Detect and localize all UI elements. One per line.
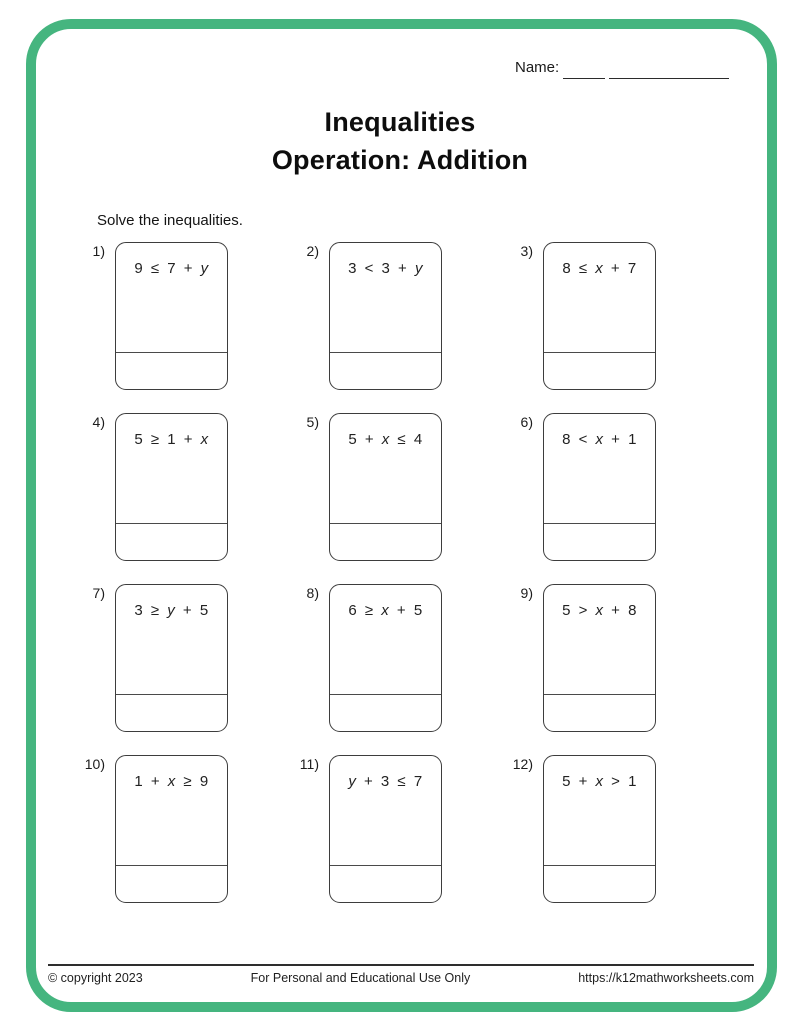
problem-number: 6) bbox=[520, 414, 533, 430]
answer-area bbox=[116, 694, 227, 731]
problem-box bbox=[329, 584, 442, 732]
footer-website-link[interactable]: https://k12mathworksheets.com bbox=[578, 971, 754, 985]
problem-expression: 6 ≥ x + 5 bbox=[348, 602, 423, 619]
problem-expression: 5 ≥ 1 + x bbox=[134, 431, 209, 448]
answer-area bbox=[330, 523, 441, 560]
name-blank-line bbox=[609, 58, 729, 79]
problem-expression: 1 + x ≥ 9 bbox=[134, 773, 209, 790]
problem-cell-9 bbox=[503, 584, 656, 732]
problem-box bbox=[115, 242, 228, 390]
problem-number: 7) bbox=[92, 585, 105, 601]
problem-number: 5) bbox=[306, 414, 319, 430]
problem-cell-2 bbox=[289, 242, 442, 390]
footer-usage-note: For Personal and Educational Use Only bbox=[250, 971, 471, 985]
problem-expression: 5 + x > 1 bbox=[562, 773, 637, 790]
problem-cell-5 bbox=[289, 413, 442, 561]
answer-area bbox=[330, 865, 441, 902]
name-label: Name: bbox=[515, 59, 560, 76]
answer-area bbox=[116, 523, 227, 560]
problem-box bbox=[329, 242, 442, 390]
answer-area bbox=[544, 865, 655, 902]
title-line-1: Inequalities bbox=[324, 107, 476, 137]
footer bbox=[48, 971, 754, 985]
problem-cell-1 bbox=[75, 242, 228, 390]
problem-cell-11 bbox=[289, 755, 442, 903]
answer-area bbox=[544, 523, 655, 560]
problem-box bbox=[115, 413, 228, 561]
problem-expression: 3 < 3 + y bbox=[348, 260, 423, 277]
problem-number: 8) bbox=[306, 585, 319, 601]
answer-area bbox=[544, 694, 655, 731]
problem-cell-10 bbox=[75, 755, 228, 903]
problem-cell-8 bbox=[289, 584, 442, 732]
problem-expression: 5 > x + 8 bbox=[562, 602, 637, 619]
problem-cell-6 bbox=[503, 413, 656, 561]
name-row bbox=[515, 57, 729, 79]
problem-number: 2) bbox=[306, 243, 319, 259]
problem-number: 12) bbox=[512, 756, 533, 772]
problem-cell-4 bbox=[75, 413, 228, 561]
problem-number: 11) bbox=[299, 756, 319, 772]
problem-box bbox=[543, 584, 656, 732]
problem-box bbox=[543, 413, 656, 561]
problem-expression: 8 < x + 1 bbox=[562, 431, 637, 448]
footer-copyright: © copyright 2023 bbox=[48, 971, 143, 985]
problem-box bbox=[543, 242, 656, 390]
problem-box bbox=[543, 755, 656, 903]
problem-box bbox=[329, 755, 442, 903]
problem-expression: 9 ≤ 7 + y bbox=[134, 260, 209, 277]
footer-divider bbox=[48, 964, 754, 966]
answer-area bbox=[330, 694, 441, 731]
answer-area bbox=[544, 352, 655, 389]
problem-expression: 5 + x ≤ 4 bbox=[348, 431, 423, 448]
problem-cell-12 bbox=[503, 755, 656, 903]
problem-number: 1) bbox=[92, 243, 105, 259]
problem-number: 9) bbox=[520, 585, 533, 601]
problem-number: 3) bbox=[520, 243, 533, 259]
problem-expression: 3 ≥ y + 5 bbox=[134, 602, 209, 619]
problem-box bbox=[329, 413, 442, 561]
instruction-text: Solve the inequalities. bbox=[97, 212, 243, 229]
problem-number: 10) bbox=[84, 756, 105, 772]
problem-cell-7 bbox=[75, 584, 228, 732]
problem-cell-3 bbox=[503, 242, 656, 390]
answer-area bbox=[116, 352, 227, 389]
problem-box bbox=[115, 755, 228, 903]
problem-expression: 8 ≤ x + 7 bbox=[562, 260, 637, 277]
name-blank-line bbox=[563, 58, 605, 79]
answer-area bbox=[330, 352, 441, 389]
worksheet-title bbox=[0, 103, 800, 179]
problem-box bbox=[115, 584, 228, 732]
title-line-2: Operation: Addition bbox=[271, 145, 529, 175]
problem-expression: y + 3 ≤ 7 bbox=[348, 773, 423, 790]
answer-area bbox=[116, 865, 227, 902]
problem-number: 4) bbox=[92, 414, 105, 430]
